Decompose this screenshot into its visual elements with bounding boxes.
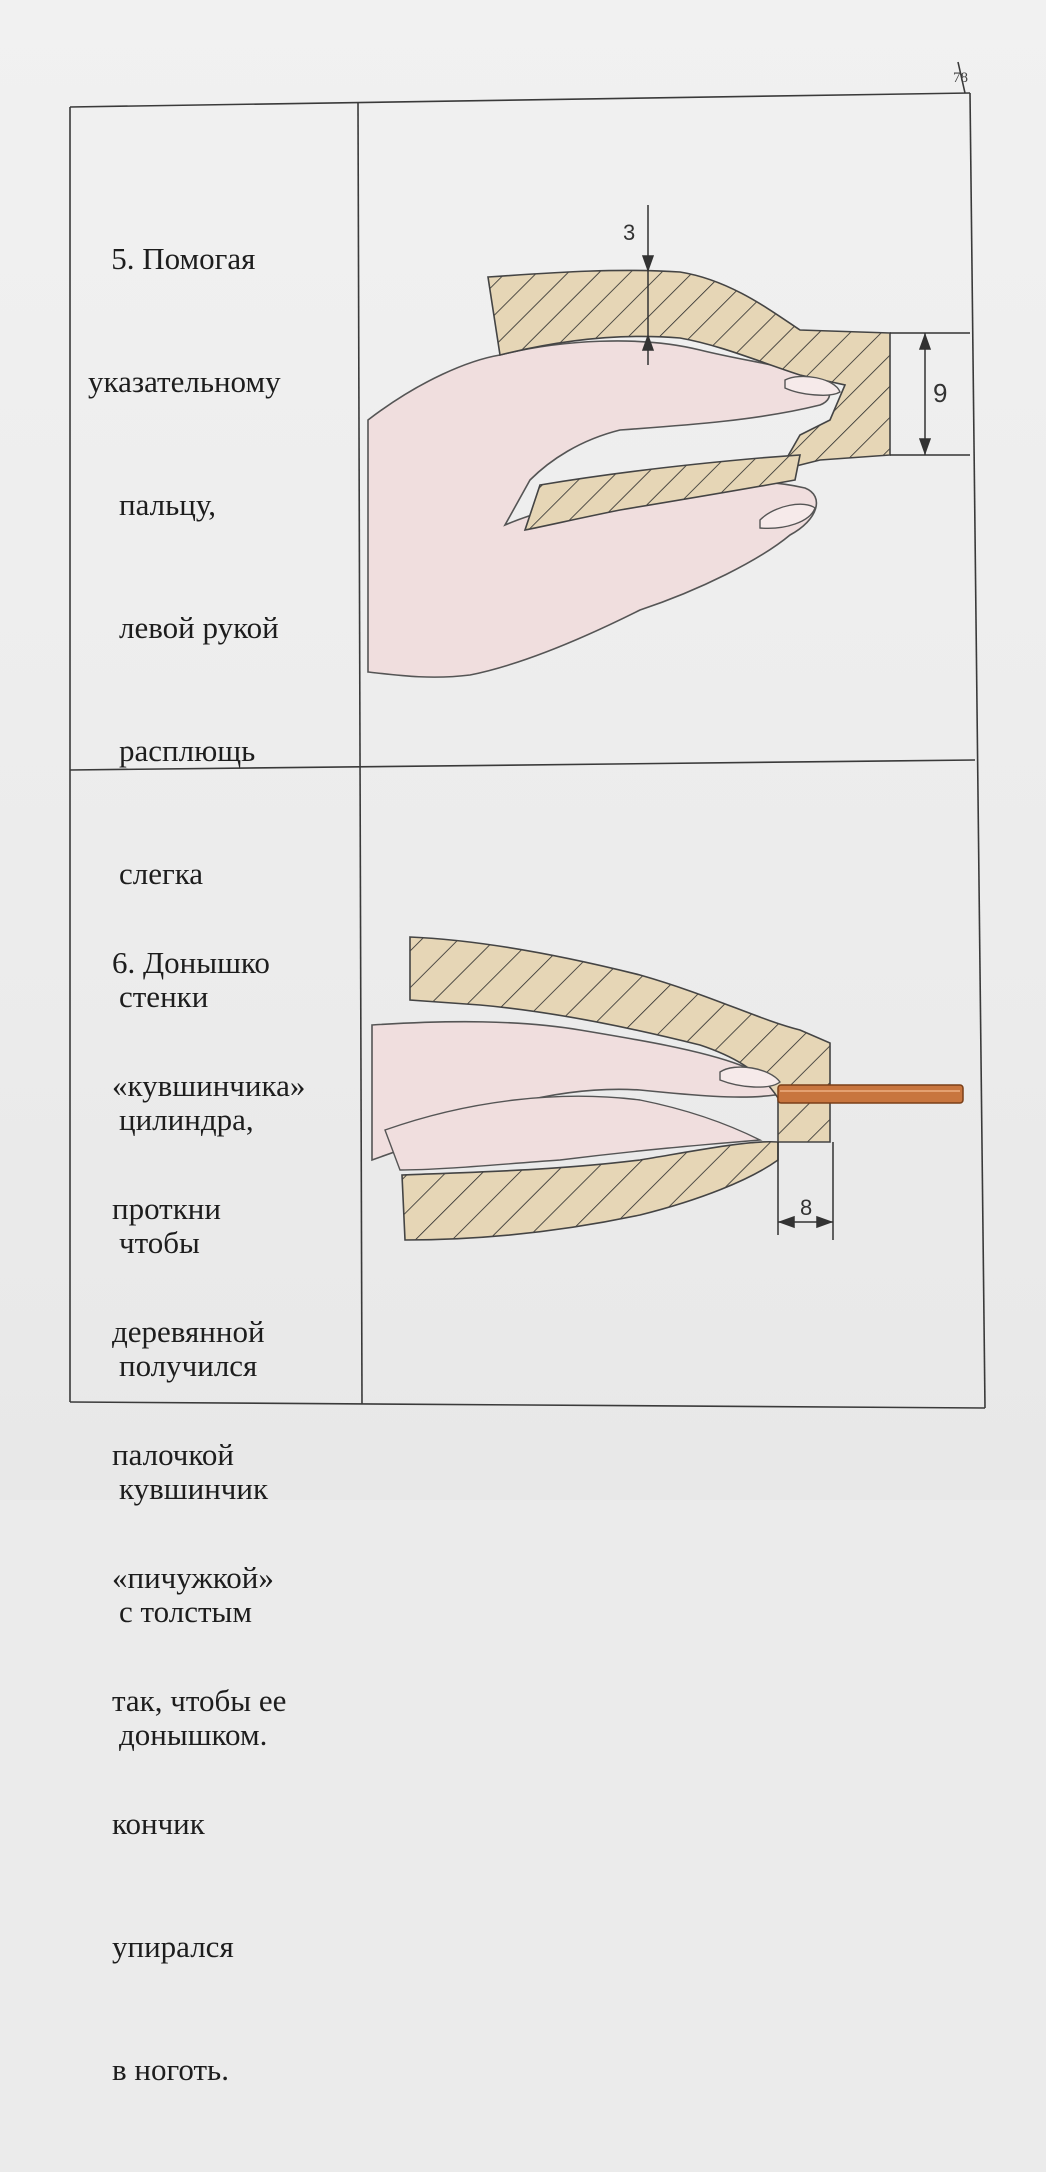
step-5-line: пальцу, xyxy=(88,487,216,522)
step-5-line: кувшинчик xyxy=(88,1471,269,1506)
step-6-line: «пичужкой» xyxy=(112,1560,274,1595)
step-5-line: слегка xyxy=(88,856,204,891)
step-5-line: донышком. xyxy=(88,1717,268,1752)
step-5-line: расплющь xyxy=(88,733,256,768)
dimension-8 xyxy=(778,1142,833,1240)
step-5-line: указательному xyxy=(88,364,281,399)
step-6-line: кончик xyxy=(112,1806,205,1841)
step-5-line: получился xyxy=(88,1348,258,1383)
step-6-line: проткни xyxy=(112,1191,221,1226)
stick-shape xyxy=(778,1085,963,1103)
dimension-label: 3 xyxy=(623,220,636,245)
step-6-line: 6. Донышко xyxy=(112,945,270,980)
step-6-line: в ноготь. xyxy=(112,2052,229,2087)
step-5-line: цилиндра, xyxy=(88,1102,254,1137)
step-5-line: левой рукой xyxy=(88,610,279,645)
dimension-label: 8 xyxy=(800,1195,813,1220)
dimension-label: 9 xyxy=(933,378,948,408)
page-number: 78 xyxy=(953,70,968,86)
step-6-line: деревянной xyxy=(112,1314,265,1349)
step-6-line: палочкой xyxy=(112,1437,234,1472)
step-5-line: 5. Помогая xyxy=(88,241,256,276)
step-5-line: стенки xyxy=(88,979,209,1014)
step-5-line: с толстым xyxy=(88,1594,252,1629)
step-6-line: упирался xyxy=(112,1929,234,1964)
step-5-line: чтобы xyxy=(88,1225,200,1260)
step-6-line: так, чтобы ее xyxy=(112,1683,287,1718)
step-6-line: «кувшинчика» xyxy=(112,1068,306,1103)
